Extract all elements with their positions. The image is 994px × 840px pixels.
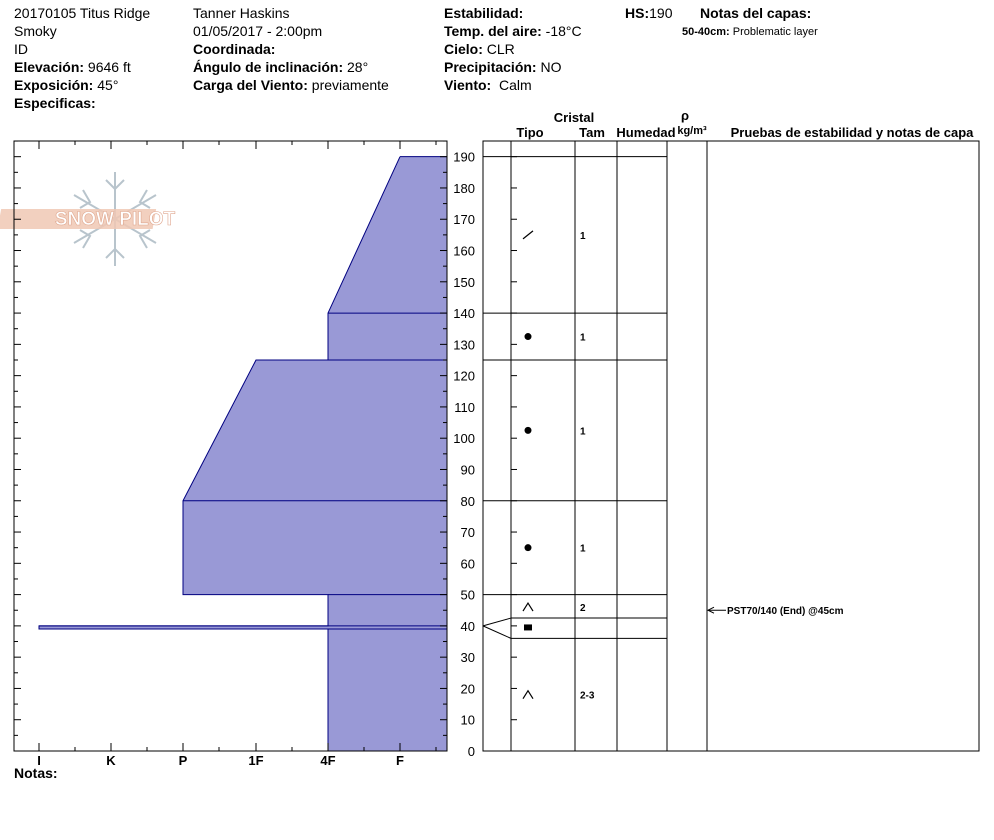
pit-title: 20170105 Titus Ridge (14, 5, 151, 21)
grain-size-label: 1 (580, 230, 586, 242)
header-rho: ρ (680, 108, 690, 123)
elevation-row: Elevación: 9646 ft (14, 59, 131, 75)
grain-type-depth-hoar-icon (523, 691, 533, 699)
grain-size-label: 1 (580, 426, 586, 438)
height-tick-label: 30 (460, 650, 475, 666)
height-tick-label: 100 (453, 431, 475, 447)
stability-test-label: PST70/140 (End) @45cm (727, 606, 844, 618)
height-tick-label: 180 (453, 180, 475, 196)
specifics-row: Especificas: (14, 95, 96, 111)
grain-size-label: 1 (580, 543, 586, 555)
hardness-tick-label: I (37, 753, 41, 768)
grain-type-rounded-icon (525, 544, 532, 551)
layer-table (483, 108, 979, 751)
stability-row: Estabilidad: (444, 5, 524, 21)
header-type: Tipo (516, 125, 544, 140)
precip-row: Precipitación: NO (444, 59, 562, 75)
hardness-profile-area (39, 157, 447, 751)
height-tick-label: 20 (460, 681, 475, 697)
header-crystal: Cristal (553, 110, 595, 125)
height-tick-label: 90 (460, 462, 475, 478)
grain-type-depth-hoar-icon (523, 603, 533, 611)
height-tick-label: 50 (460, 587, 475, 603)
connector-line (483, 618, 511, 626)
connector-line (483, 626, 511, 639)
height-tick-label: 40 (460, 618, 475, 634)
grain-type-rounded-icon (525, 427, 532, 434)
layer-note-row: 50-40cm: Problematic layer (682, 26, 818, 38)
hardness-tick-label: 1F (248, 753, 264, 768)
header-density-unit: kg/m³ (677, 125, 707, 137)
height-tick-label: 80 (460, 493, 475, 509)
height-tick-label: 0 (467, 744, 475, 759)
header-size: Tam (579, 125, 605, 140)
hardness-tick-label: F (396, 753, 404, 768)
grain-size-label: 1 (580, 332, 586, 344)
layer-table-frame (483, 141, 979, 751)
grain-type-precip-icon (523, 231, 533, 239)
height-tick-label: 190 (453, 149, 475, 165)
observer-name: Tanner Haskins (193, 5, 290, 21)
height-tick-label: 10 (460, 712, 475, 728)
height-tick-label: 120 (453, 368, 475, 384)
height-tick-label: 170 (453, 212, 475, 228)
header-tests: Pruebas de estabilidad y notas de capa (730, 125, 974, 140)
height-tick-label: 130 (453, 337, 475, 353)
height-tick-label: 60 (460, 556, 475, 572)
sky-row: Cielo: CLR (444, 41, 515, 57)
hardness-plot (14, 141, 475, 768)
hardness-tick-label: P (178, 753, 188, 768)
height-tick-label: 70 (460, 525, 475, 541)
grain-type-rounded-icon (525, 333, 532, 340)
observation-datetime: 01/05/2017 - 2:00pm (193, 23, 323, 39)
range-name: Smoky (14, 23, 57, 39)
hardness-tick-label: K (106, 753, 116, 768)
coordinate-row: Coordinada: (193, 41, 276, 57)
snowpilot-logo (0, 172, 176, 266)
layer-notes-title: Notas del capas: (700, 5, 812, 21)
height-tick-label: 140 (453, 306, 475, 322)
notes-label: Notas: (14, 765, 58, 781)
slope-row: Ángulo de inclinación: 28° (193, 59, 369, 75)
grain-size-label: 2 (580, 603, 586, 615)
exposure-row: Exposición: 45° (14, 77, 119, 93)
state-name: ID (14, 41, 28, 57)
wind-row: Viento: Calm (444, 77, 532, 93)
air-temp-row: Temp. del aire: -18°C (444, 23, 582, 39)
grain-type-faceted-icon (524, 624, 532, 630)
hardness-tick-label: 4F (320, 753, 336, 768)
height-tick-label: 150 (453, 274, 475, 290)
grain-size-label: 2-3 (580, 690, 595, 702)
height-tick-label: 110 (454, 399, 475, 415)
hs-row: HS:190 (625, 5, 673, 21)
header-humidity: Humedad (616, 125, 676, 140)
height-tick-label: 160 (453, 243, 475, 259)
logo-text: SNOW PILOT (54, 209, 176, 230)
wind-load-row: Carga del Viento: previamente (193, 77, 389, 93)
